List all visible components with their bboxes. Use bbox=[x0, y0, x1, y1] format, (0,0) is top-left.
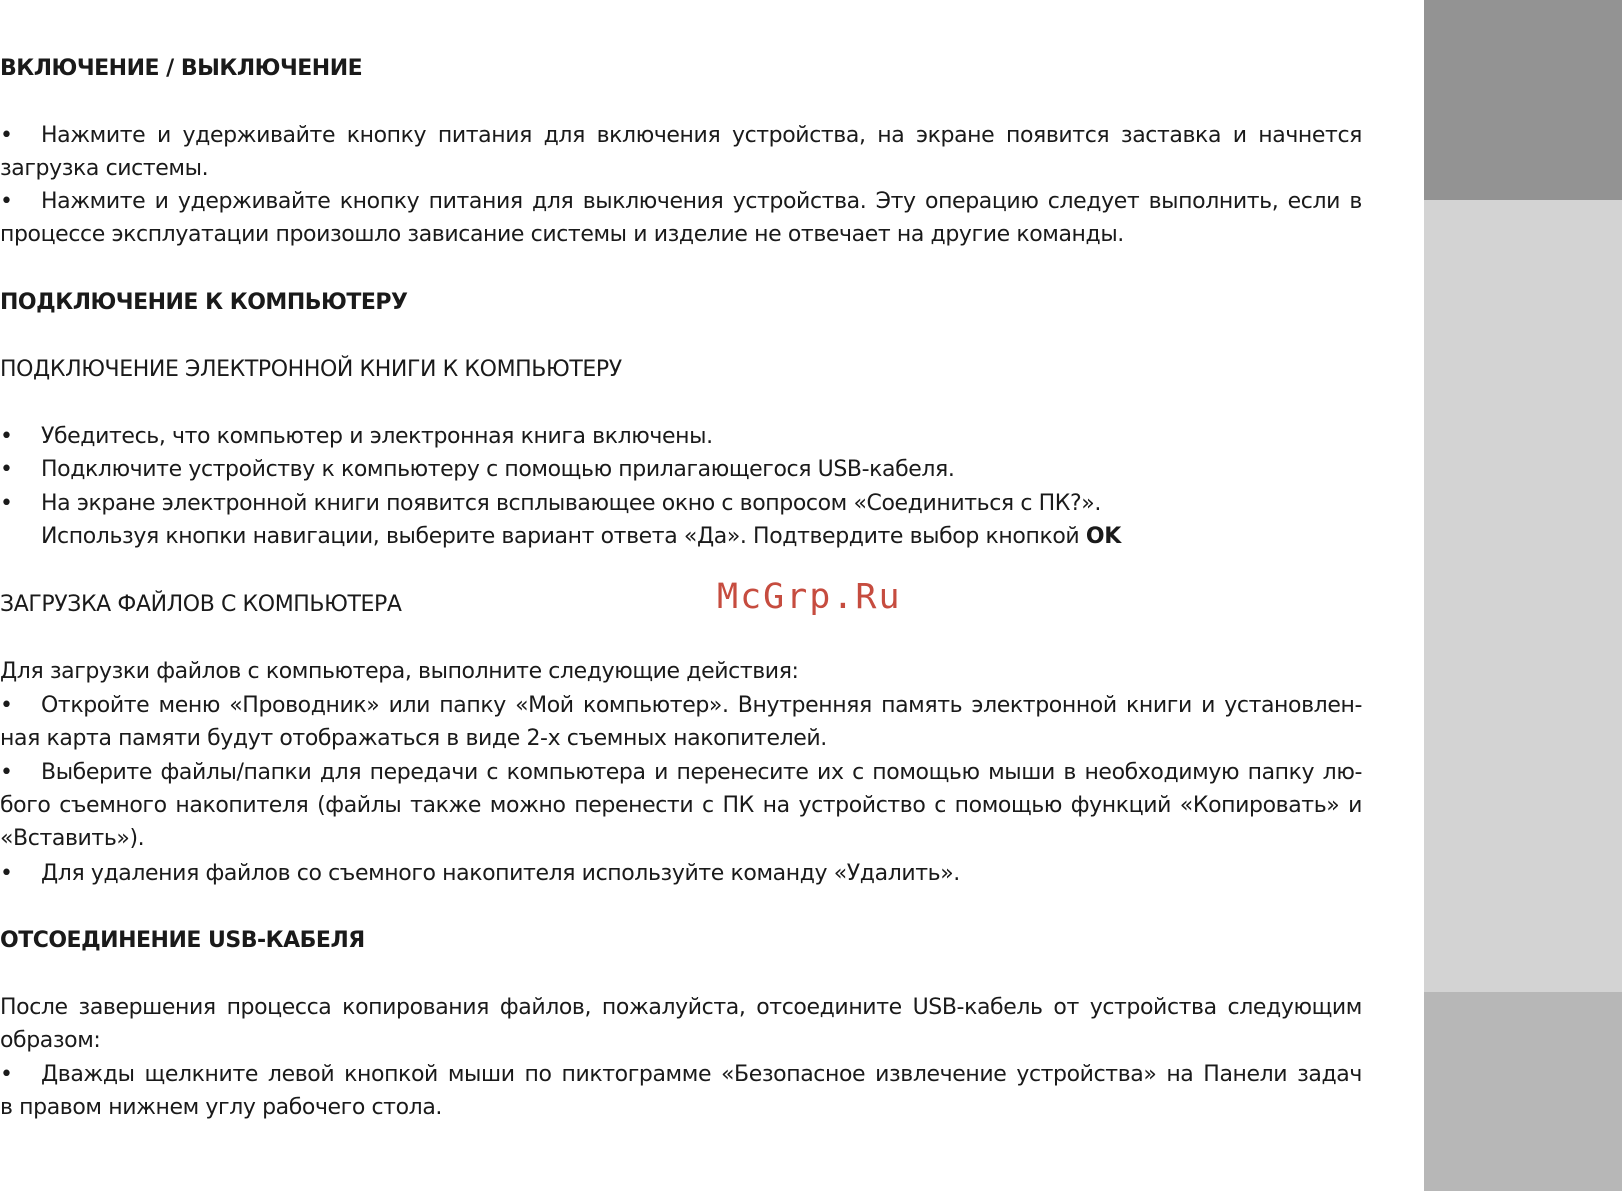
side-tab-top bbox=[1424, 0, 1622, 200]
upload-bullet2-line3: «Вставить»). bbox=[0, 826, 145, 851]
bullet-marker: • bbox=[0, 457, 13, 482]
bullet-marker: • bbox=[0, 189, 13, 214]
upload-bullet3: Для удаления файлов со съемного накопителя используйте команду «Удалить». bbox=[41, 861, 960, 886]
section-heading-power: ВКЛЮЧЕНИЕ / ВЫКЛЮЧЕНИЕ bbox=[0, 56, 363, 81]
upload-bullet1-line1: Откройте меню «Проводник» или папку «Мой компьютер». Внутренняя память электронной книги и установлен- bbox=[41, 693, 1362, 718]
upload-bullet2-line2: бого съемного накопителя (файлы также можно перенести с ПК на устройство с помощью функций «Копировать» и bbox=[0, 793, 1362, 818]
disconnect-intro-line2: образом: bbox=[0, 1028, 101, 1053]
page-side-tab-strip bbox=[1424, 0, 1622, 1191]
pc-bullet2: Подключите устройству к компьютеру с помощью прилагающегося USB-кабеля. bbox=[41, 457, 955, 482]
watermark-logo: McGrp.Ru bbox=[717, 577, 902, 617]
upload-bullet1-line2: ная карта памяти будут отображаться в виде 2-х съемных накопителей. bbox=[0, 726, 827, 751]
pc-bullet3-line1: На экране электронной книги появится всплывающее окно с вопросом «Соединиться с ПК?». bbox=[41, 491, 1101, 516]
power-bullet2-line2: процессе эксплуатации произошло зависание системы и изделие не отвечает на другие команды. bbox=[0, 222, 1124, 247]
power-bullet2-line1: Нажмите и удерживайте кнопку питания для выключения устройства. Эту операцию следует выполнить, если в bbox=[41, 189, 1362, 214]
upload-bullet2-line1: Выберите файлы/папки для передачи с компьютера и перенесите их с помощью мыши в необходимую папку лю- bbox=[41, 760, 1362, 785]
subheading-pc-connect: ПОДКЛЮЧЕНИЕ ЭЛЕКТРОННОЙ КНИГИ К КОМПЬЮТЕРУ bbox=[0, 357, 622, 382]
side-tab-bottom bbox=[1424, 992, 1622, 1191]
bullet-marker: • bbox=[0, 760, 13, 785]
bullet-marker: • bbox=[0, 1062, 13, 1087]
power-bullet1-line1: Нажмите и удерживайте кнопку питания для включения устройства, на экране появится заставка и начнется bbox=[41, 123, 1362, 148]
disconnect-intro-line1: После завершения процесса копирования файлов, пожалуйста, отсоедините USB-кабель от устройства следующим bbox=[0, 995, 1362, 1020]
disconnect-bullet1-line2: в правом нижнем углу рабочего стола. bbox=[0, 1095, 442, 1120]
bullet-marker: • bbox=[0, 861, 13, 886]
bullet-marker: • bbox=[0, 693, 13, 718]
pc-bullet1: Убедитесь, что компьютер и электронная книга включены. bbox=[41, 424, 713, 449]
upload-intro: Для загрузки файлов с компьютера, выполните следующие действия: bbox=[0, 659, 799, 684]
disconnect-bullet1-line1: Дважды щелкните левой кнопкой мыши по пиктограмме «Безопасное извлечение устройства» на Панели задач bbox=[41, 1062, 1362, 1087]
bullet-marker: • bbox=[0, 424, 13, 449]
pc-bullet3-line2 bbox=[41, 520, 1362, 553]
bullet-marker: • bbox=[0, 123, 13, 148]
power-bullet1-line2: загрузка системы. bbox=[0, 156, 209, 181]
ok-button-label: OK bbox=[1085, 524, 1121, 549]
section-heading-pc: ПОДКЛЮЧЕНИЕ К КОМПЬЮТЕРУ bbox=[0, 290, 408, 315]
subheading-upload: ЗАГРУЗКА ФАЙЛОВ С КОМПЬЮТЕРА bbox=[0, 592, 402, 617]
pc-bullet3-line2-text: Используя кнопки навигации, выберите вариант ответа «Да». Подтвердите выбор кнопкой bbox=[41, 524, 1080, 549]
section-heading-disconnect: ОТСОЕДИНЕНИЕ USB-КАБЕЛЯ bbox=[0, 928, 365, 953]
bullet-marker: • bbox=[0, 491, 13, 516]
